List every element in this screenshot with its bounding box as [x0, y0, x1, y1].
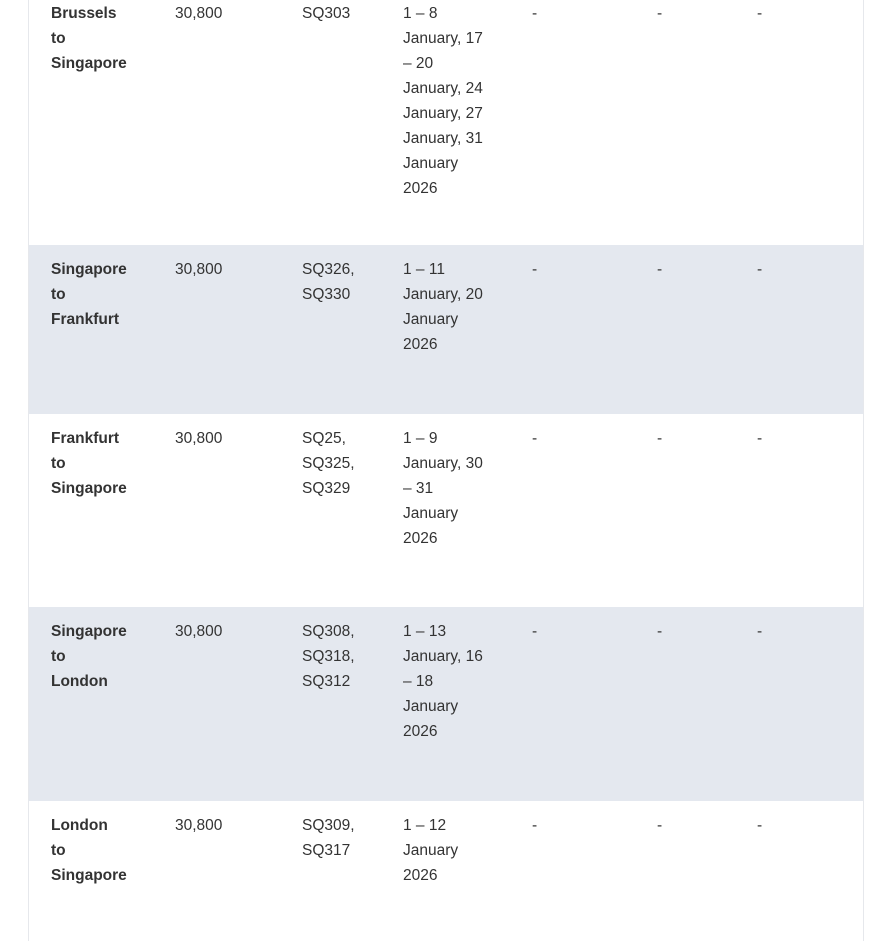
miles-cell: 30,800 — [175, 261, 223, 278]
empty-cell: - — [757, 817, 763, 834]
route-cell: London to Singapore — [51, 817, 127, 884]
empty-cell: - — [532, 817, 538, 834]
dates-cell: 1 – 9 January, 30 – 31 January 2026 — [403, 430, 483, 547]
route-cell: Brussels to Singapore — [51, 5, 127, 72]
miles-cell: 30,800 — [175, 430, 223, 447]
empty-cell: - — [657, 623, 663, 640]
table-row — [29, 245, 863, 414]
award-availability-table — [28, 0, 864, 941]
table-row — [29, 414, 863, 607]
flights-cell: SQ309, SQ317 — [302, 817, 355, 859]
empty-cell: - — [532, 261, 538, 278]
table-row — [29, 0, 863, 245]
miles-cell: 30,800 — [175, 817, 223, 834]
flights-cell: SQ326, SQ330 — [302, 261, 355, 303]
empty-cell: - — [532, 430, 538, 447]
route-cell: Singapore to Frankfurt — [51, 261, 127, 328]
flights-cell: SQ25, SQ325, SQ329 — [302, 430, 355, 497]
empty-cell: - — [657, 261, 663, 278]
route-cell: Frankfurt to Singapore — [51, 430, 127, 497]
dates-cell: 1 – 13 January, 16 – 18 January 2026 — [403, 623, 483, 740]
empty-cell: - — [657, 430, 663, 447]
dates-cell: 1 – 12 January 2026 — [403, 817, 459, 884]
dates-cell: 1 – 8 January, 17 – 20 January, 24 January, 27 January, 31 January 2026 — [403, 5, 483, 197]
empty-cell: - — [757, 5, 763, 22]
empty-cell: - — [757, 261, 763, 278]
flights-cell: SQ308, SQ318, SQ312 — [302, 623, 355, 690]
route-cell: Singapore to London — [51, 623, 127, 690]
flights-cell: SQ303 — [302, 5, 351, 22]
empty-cell: - — [532, 623, 538, 640]
dates-cell: 1 – 11 January, 20 January 2026 — [403, 261, 483, 353]
empty-cell: - — [657, 5, 663, 22]
miles-cell: 30,800 — [175, 5, 223, 22]
miles-cell: 30,800 — [175, 623, 223, 640]
table-row — [29, 801, 863, 941]
empty-cell: - — [757, 623, 763, 640]
empty-cell: - — [657, 817, 663, 834]
empty-cell: - — [757, 430, 763, 447]
empty-cell: - — [532, 5, 538, 22]
table-row — [29, 607, 863, 801]
